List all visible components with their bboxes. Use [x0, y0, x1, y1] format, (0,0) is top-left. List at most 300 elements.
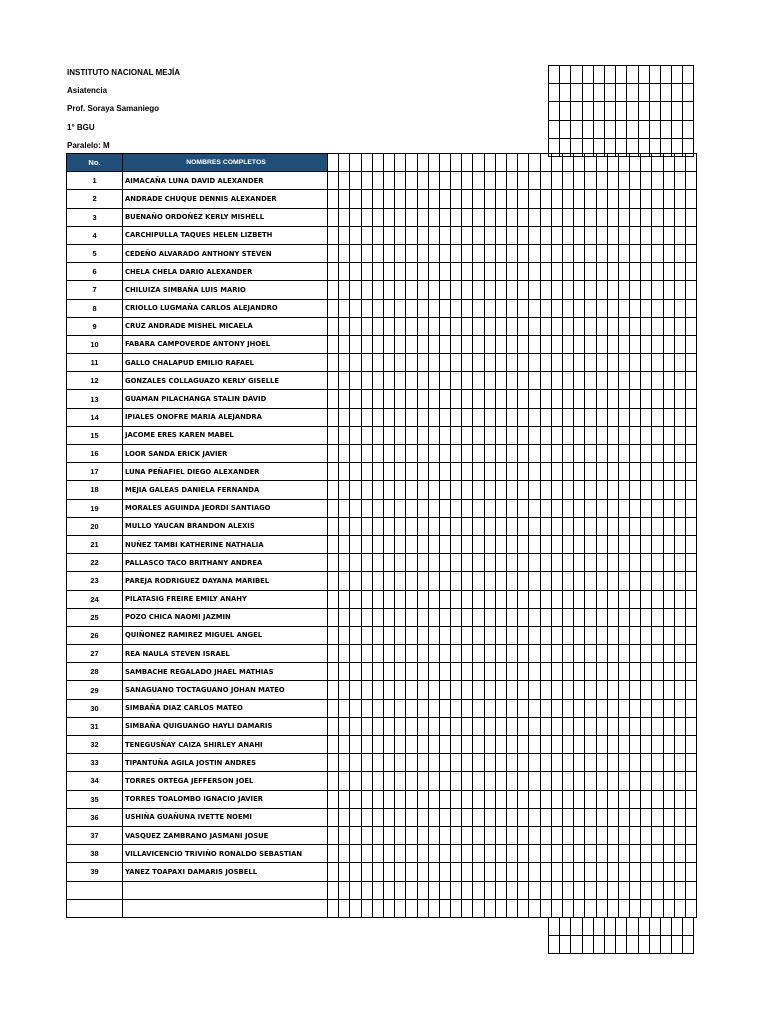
attendance-cell[interactable]	[638, 138, 649, 156]
attendance-cell[interactable]	[518, 481, 529, 499]
attendance-cell[interactable]	[462, 263, 473, 281]
attendance-cell[interactable]	[339, 244, 350, 262]
attendance-cell[interactable]	[350, 481, 361, 499]
attendance-cell[interactable]	[574, 626, 585, 644]
attendance-cell[interactable]	[406, 590, 417, 608]
attendance-cell[interactable]	[328, 172, 339, 190]
attendance-cell[interactable]	[663, 335, 674, 353]
attendance-cell[interactable]	[641, 790, 652, 808]
attendance-cell[interactable]	[518, 317, 529, 335]
attendance-cell[interactable]	[562, 808, 573, 826]
attendance-cell[interactable]	[451, 554, 462, 572]
attendance-cell[interactable]	[406, 354, 417, 372]
attendance-cell[interactable]	[551, 826, 562, 844]
attendance-cell[interactable]	[484, 226, 495, 244]
attendance-cell[interactable]	[562, 845, 573, 863]
attendance-cell[interactable]	[495, 281, 506, 299]
attendance-cell[interactable]	[383, 154, 394, 172]
attendance-cell[interactable]	[529, 408, 540, 426]
attendance-cell[interactable]	[507, 863, 518, 881]
attendance-cell[interactable]	[428, 463, 439, 481]
attendance-cell[interactable]	[585, 645, 596, 663]
attendance-cell[interactable]	[451, 317, 462, 335]
attendance-cell[interactable]	[641, 808, 652, 826]
attendance-cell[interactable]	[339, 335, 350, 353]
attendance-cell[interactable]	[686, 226, 697, 244]
attendance-cell[interactable]	[618, 244, 629, 262]
attendance-cell[interactable]	[361, 317, 372, 335]
attendance-cell[interactable]	[361, 154, 372, 172]
attendance-cell[interactable]	[607, 517, 618, 535]
attendance-cell[interactable]	[585, 535, 596, 553]
attendance-cell[interactable]	[428, 535, 439, 553]
attendance-cell[interactable]	[585, 390, 596, 408]
attendance-cell[interactable]	[607, 845, 618, 863]
attendance-cell[interactable]	[451, 390, 462, 408]
attendance-cell[interactable]	[417, 863, 428, 881]
attendance-cell[interactable]	[618, 263, 629, 281]
attendance-cell[interactable]	[585, 226, 596, 244]
attendance-cell[interactable]	[395, 372, 406, 390]
attendance-cell[interactable]	[618, 208, 629, 226]
attendance-cell[interactable]	[507, 517, 518, 535]
attendance-cell[interactable]	[607, 226, 618, 244]
attendance-cell[interactable]	[585, 863, 596, 881]
attendance-cell[interactable]	[473, 390, 484, 408]
attendance-cell[interactable]	[652, 554, 663, 572]
attendance-cell[interactable]	[529, 317, 540, 335]
attendance-cell[interactable]	[652, 226, 663, 244]
attendance-cell[interactable]	[529, 299, 540, 317]
attendance-cell[interactable]	[649, 138, 660, 156]
attendance-cell[interactable]	[596, 299, 607, 317]
attendance-cell[interactable]	[551, 208, 562, 226]
attendance-cell[interactable]	[652, 317, 663, 335]
attendance-cell[interactable]	[361, 754, 372, 772]
attendance-cell[interactable]	[607, 208, 618, 226]
attendance-cell[interactable]	[686, 899, 697, 917]
attendance-cell[interactable]	[616, 120, 627, 138]
attendance-cell[interactable]	[540, 863, 551, 881]
attendance-cell[interactable]	[507, 899, 518, 917]
attendance-cell[interactable]	[663, 699, 674, 717]
attendance-cell[interactable]	[339, 790, 350, 808]
attendance-cell[interactable]	[350, 572, 361, 590]
attendance-cell[interactable]	[652, 281, 663, 299]
attendance-cell[interactable]	[439, 863, 450, 881]
attendance-cell[interactable]	[562, 172, 573, 190]
attendance-cell[interactable]	[462, 717, 473, 735]
attendance-cell[interactable]	[484, 572, 495, 590]
attendance-cell[interactable]	[574, 390, 585, 408]
attendance-cell[interactable]	[540, 426, 551, 444]
attendance-cell[interactable]	[641, 572, 652, 590]
attendance-cell[interactable]	[618, 481, 629, 499]
attendance-cell[interactable]	[652, 626, 663, 644]
attendance-cell[interactable]	[674, 426, 685, 444]
attendance-cell[interactable]	[372, 426, 383, 444]
attendance-cell[interactable]	[473, 244, 484, 262]
attendance-cell[interactable]	[518, 499, 529, 517]
attendance-cell[interactable]	[484, 244, 495, 262]
attendance-cell[interactable]	[540, 772, 551, 790]
attendance-cell[interactable]	[674, 535, 685, 553]
attendance-cell[interactable]	[383, 572, 394, 590]
attendance-cell[interactable]	[618, 335, 629, 353]
attendance-cell[interactable]	[428, 426, 439, 444]
attendance-cell[interactable]	[540, 717, 551, 735]
attendance-cell[interactable]	[618, 663, 629, 681]
attendance-cell[interactable]	[395, 808, 406, 826]
attendance-cell[interactable]	[596, 717, 607, 735]
attendance-cell[interactable]	[574, 772, 585, 790]
attendance-cell[interactable]	[417, 426, 428, 444]
attendance-cell[interactable]	[585, 608, 596, 626]
attendance-cell[interactable]	[683, 936, 694, 954]
attendance-cell[interactable]	[372, 681, 383, 699]
attendance-cell[interactable]	[585, 281, 596, 299]
attendance-cell[interactable]	[350, 372, 361, 390]
attendance-cell[interactable]	[529, 663, 540, 681]
attendance-cell[interactable]	[339, 426, 350, 444]
attendance-cell[interactable]	[495, 244, 506, 262]
attendance-cell[interactable]	[406, 317, 417, 335]
attendance-cell[interactable]	[551, 736, 562, 754]
attendance-cell[interactable]	[451, 481, 462, 499]
attendance-cell[interactable]	[484, 608, 495, 626]
attendance-cell[interactable]	[495, 681, 506, 699]
attendance-cell[interactable]	[439, 317, 450, 335]
attendance-cell[interactable]	[417, 663, 428, 681]
attendance-cell[interactable]	[585, 881, 596, 899]
attendance-cell[interactable]	[518, 736, 529, 754]
attendance-cell[interactable]	[674, 208, 685, 226]
attendance-cell[interactable]	[529, 445, 540, 463]
attendance-cell[interactable]	[596, 645, 607, 663]
attendance-cell[interactable]	[473, 263, 484, 281]
attendance-cell[interactable]	[540, 281, 551, 299]
attendance-cell[interactable]	[417, 535, 428, 553]
attendance-cell[interactable]	[686, 590, 697, 608]
attendance-cell[interactable]	[518, 445, 529, 463]
attendance-cell[interactable]	[551, 335, 562, 353]
attendance-cell[interactable]	[683, 120, 694, 138]
attendance-cell[interactable]	[616, 84, 627, 102]
attendance-cell[interactable]	[596, 354, 607, 372]
attendance-cell[interactable]	[383, 663, 394, 681]
attendance-cell[interactable]	[551, 572, 562, 590]
attendance-cell[interactable]	[451, 426, 462, 444]
attendance-cell[interactable]	[439, 699, 450, 717]
attendance-cell[interactable]	[652, 572, 663, 590]
attendance-cell[interactable]	[406, 426, 417, 444]
attendance-cell[interactable]	[350, 154, 361, 172]
attendance-cell[interactable]	[674, 881, 685, 899]
attendance-cell[interactable]	[439, 281, 450, 299]
attendance-cell[interactable]	[383, 699, 394, 717]
attendance-cell[interactable]	[428, 408, 439, 426]
attendance-cell[interactable]	[451, 172, 462, 190]
attendance-cell[interactable]	[660, 936, 671, 954]
attendance-cell[interactable]	[406, 335, 417, 353]
attendance-cell[interactable]	[549, 66, 560, 84]
attendance-cell[interactable]	[618, 645, 629, 663]
attendance-cell[interactable]	[361, 535, 372, 553]
attendance-cell[interactable]	[439, 608, 450, 626]
attendance-cell[interactable]	[439, 826, 450, 844]
attendance-cell[interactable]	[574, 335, 585, 353]
attendance-cell[interactable]	[549, 102, 560, 120]
attendance-cell[interactable]	[462, 645, 473, 663]
attendance-cell[interactable]	[417, 499, 428, 517]
attendance-cell[interactable]	[529, 372, 540, 390]
attendance-cell[interactable]	[417, 317, 428, 335]
attendance-cell[interactable]	[674, 172, 685, 190]
attendance-cell[interactable]	[616, 102, 627, 120]
attendance-cell[interactable]	[473, 899, 484, 917]
attendance-cell[interactable]	[652, 499, 663, 517]
attendance-cell[interactable]	[663, 772, 674, 790]
attendance-cell[interactable]	[571, 138, 582, 156]
attendance-cell[interactable]	[484, 736, 495, 754]
attendance-cell[interactable]	[339, 717, 350, 735]
attendance-cell[interactable]	[383, 390, 394, 408]
attendance-cell[interactable]	[607, 263, 618, 281]
attendance-cell[interactable]	[417, 772, 428, 790]
attendance-cell[interactable]	[473, 517, 484, 535]
attendance-cell[interactable]	[507, 190, 518, 208]
attendance-cell[interactable]	[361, 808, 372, 826]
attendance-cell[interactable]	[630, 499, 641, 517]
attendance-cell[interactable]	[562, 881, 573, 899]
attendance-cell[interactable]	[395, 535, 406, 553]
attendance-cell[interactable]	[674, 408, 685, 426]
attendance-cell[interactable]	[428, 754, 439, 772]
attendance-cell[interactable]	[395, 663, 406, 681]
attendance-cell[interactable]	[616, 936, 627, 954]
attendance-cell[interactable]	[495, 754, 506, 772]
attendance-cell[interactable]	[652, 881, 663, 899]
attendance-cell[interactable]	[618, 699, 629, 717]
attendance-cell[interactable]	[484, 863, 495, 881]
attendance-cell[interactable]	[529, 499, 540, 517]
attendance-cell[interactable]	[518, 808, 529, 826]
attendance-cell[interactable]	[562, 717, 573, 735]
attendance-cell[interactable]	[361, 354, 372, 372]
attendance-cell[interactable]	[361, 499, 372, 517]
attendance-cell[interactable]	[560, 66, 571, 84]
attendance-cell[interactable]	[574, 736, 585, 754]
attendance-cell[interactable]	[328, 808, 339, 826]
attendance-cell[interactable]	[383, 608, 394, 626]
attendance-cell[interactable]	[593, 84, 604, 102]
attendance-cell[interactable]	[428, 354, 439, 372]
attendance-cell[interactable]	[596, 790, 607, 808]
attendance-cell[interactable]	[339, 535, 350, 553]
attendance-cell[interactable]	[674, 863, 685, 881]
attendance-cell[interactable]	[417, 463, 428, 481]
attendance-cell[interactable]	[641, 190, 652, 208]
attendance-cell[interactable]	[484, 426, 495, 444]
attendance-cell[interactable]	[529, 717, 540, 735]
attendance-cell[interactable]	[395, 881, 406, 899]
attendance-cell[interactable]	[540, 736, 551, 754]
attendance-cell[interactable]	[596, 244, 607, 262]
attendance-cell[interactable]	[574, 535, 585, 553]
attendance-cell[interactable]	[618, 845, 629, 863]
attendance-cell[interactable]	[593, 936, 604, 954]
attendance-cell[interactable]	[439, 172, 450, 190]
attendance-cell[interactable]	[473, 535, 484, 553]
attendance-cell[interactable]	[439, 244, 450, 262]
attendance-cell[interactable]	[507, 681, 518, 699]
attendance-cell[interactable]	[495, 408, 506, 426]
attendance-cell[interactable]	[473, 335, 484, 353]
attendance-cell[interactable]	[630, 772, 641, 790]
attendance-cell[interactable]	[649, 120, 660, 138]
attendance-cell[interactable]	[428, 190, 439, 208]
attendance-cell[interactable]	[451, 408, 462, 426]
attendance-cell[interactable]	[562, 554, 573, 572]
attendance-cell[interactable]	[383, 481, 394, 499]
attendance-cell[interactable]	[395, 826, 406, 844]
attendance-cell[interactable]	[495, 335, 506, 353]
attendance-cell[interactable]	[571, 120, 582, 138]
attendance-cell[interactable]	[616, 138, 627, 156]
attendance-cell[interactable]	[529, 645, 540, 663]
attendance-cell[interactable]	[607, 244, 618, 262]
attendance-cell[interactable]	[674, 645, 685, 663]
attendance-cell[interactable]	[328, 244, 339, 262]
attendance-cell[interactable]	[663, 426, 674, 444]
attendance-cell[interactable]	[641, 172, 652, 190]
attendance-cell[interactable]	[484, 772, 495, 790]
attendance-cell[interactable]	[630, 390, 641, 408]
attendance-cell[interactable]	[560, 102, 571, 120]
attendance-cell[interactable]	[607, 335, 618, 353]
attendance-cell[interactable]	[574, 590, 585, 608]
attendance-cell[interactable]	[649, 66, 660, 84]
attendance-cell[interactable]	[627, 84, 638, 102]
attendance-cell[interactable]	[451, 754, 462, 772]
attendance-cell[interactable]	[451, 535, 462, 553]
attendance-cell[interactable]	[383, 736, 394, 754]
attendance-cell[interactable]	[674, 317, 685, 335]
attendance-cell[interactable]	[686, 172, 697, 190]
attendance-cell[interactable]	[674, 608, 685, 626]
attendance-cell[interactable]	[350, 335, 361, 353]
attendance-cell[interactable]	[439, 481, 450, 499]
attendance-cell[interactable]	[328, 736, 339, 754]
attendance-cell[interactable]	[451, 572, 462, 590]
attendance-cell[interactable]	[417, 517, 428, 535]
attendance-cell[interactable]	[328, 645, 339, 663]
attendance-cell[interactable]	[339, 608, 350, 626]
attendance-cell[interactable]	[395, 154, 406, 172]
attendance-cell[interactable]	[596, 754, 607, 772]
attendance-cell[interactable]	[372, 317, 383, 335]
attendance-cell[interactable]	[562, 626, 573, 644]
attendance-cell[interactable]	[439, 663, 450, 681]
attendance-cell[interactable]	[551, 463, 562, 481]
attendance-cell[interactable]	[607, 445, 618, 463]
attendance-cell[interactable]	[328, 463, 339, 481]
attendance-cell[interactable]	[350, 772, 361, 790]
attendance-cell[interactable]	[383, 535, 394, 553]
attendance-cell[interactable]	[339, 699, 350, 717]
attendance-cell[interactable]	[607, 790, 618, 808]
attendance-cell[interactable]	[339, 736, 350, 754]
attendance-cell[interactable]	[518, 463, 529, 481]
attendance-cell[interactable]	[462, 390, 473, 408]
attendance-cell[interactable]	[350, 390, 361, 408]
attendance-cell[interactable]	[540, 626, 551, 644]
attendance-cell[interactable]	[372, 554, 383, 572]
attendance-cell[interactable]	[596, 172, 607, 190]
attendance-cell[interactable]	[529, 226, 540, 244]
attendance-cell[interactable]	[451, 645, 462, 663]
attendance-cell[interactable]	[618, 317, 629, 335]
attendance-cell[interactable]	[328, 445, 339, 463]
attendance-cell[interactable]	[417, 299, 428, 317]
attendance-cell[interactable]	[674, 845, 685, 863]
attendance-cell[interactable]	[638, 84, 649, 102]
attendance-cell[interactable]	[674, 190, 685, 208]
attendance-cell[interactable]	[439, 899, 450, 917]
attendance-cell[interactable]	[627, 102, 638, 120]
attendance-cell[interactable]	[585, 463, 596, 481]
attendance-cell[interactable]	[473, 299, 484, 317]
attendance-cell[interactable]	[462, 736, 473, 754]
attendance-cell[interactable]	[395, 845, 406, 863]
attendance-cell[interactable]	[439, 881, 450, 899]
attendance-cell[interactable]	[495, 645, 506, 663]
attendance-cell[interactable]	[395, 335, 406, 353]
attendance-cell[interactable]	[328, 317, 339, 335]
attendance-cell[interactable]	[328, 190, 339, 208]
attendance-cell[interactable]	[395, 554, 406, 572]
attendance-cell[interactable]	[406, 281, 417, 299]
attendance-cell[interactable]	[674, 826, 685, 844]
attendance-cell[interactable]	[417, 736, 428, 754]
attendance-cell[interactable]	[627, 138, 638, 156]
attendance-cell[interactable]	[372, 845, 383, 863]
attendance-cell[interactable]	[596, 808, 607, 826]
attendance-cell[interactable]	[641, 426, 652, 444]
attendance-cell[interactable]	[451, 608, 462, 626]
attendance-cell[interactable]	[372, 463, 383, 481]
attendance-cell[interactable]	[395, 172, 406, 190]
attendance-cell[interactable]	[328, 626, 339, 644]
attendance-cell[interactable]	[574, 463, 585, 481]
attendance-cell[interactable]	[507, 208, 518, 226]
attendance-cell[interactable]	[372, 808, 383, 826]
attendance-cell[interactable]	[350, 445, 361, 463]
attendance-cell[interactable]	[406, 863, 417, 881]
attendance-cell[interactable]	[641, 863, 652, 881]
attendance-cell[interactable]	[395, 572, 406, 590]
attendance-cell[interactable]	[328, 754, 339, 772]
attendance-cell[interactable]	[562, 736, 573, 754]
attendance-cell[interactable]	[607, 645, 618, 663]
attendance-cell[interactable]	[652, 463, 663, 481]
attendance-cell[interactable]	[663, 226, 674, 244]
attendance-cell[interactable]	[585, 826, 596, 844]
attendance-cell[interactable]	[529, 881, 540, 899]
attendance-cell[interactable]	[473, 790, 484, 808]
attendance-cell[interactable]	[630, 426, 641, 444]
attendance-cell[interactable]	[652, 772, 663, 790]
